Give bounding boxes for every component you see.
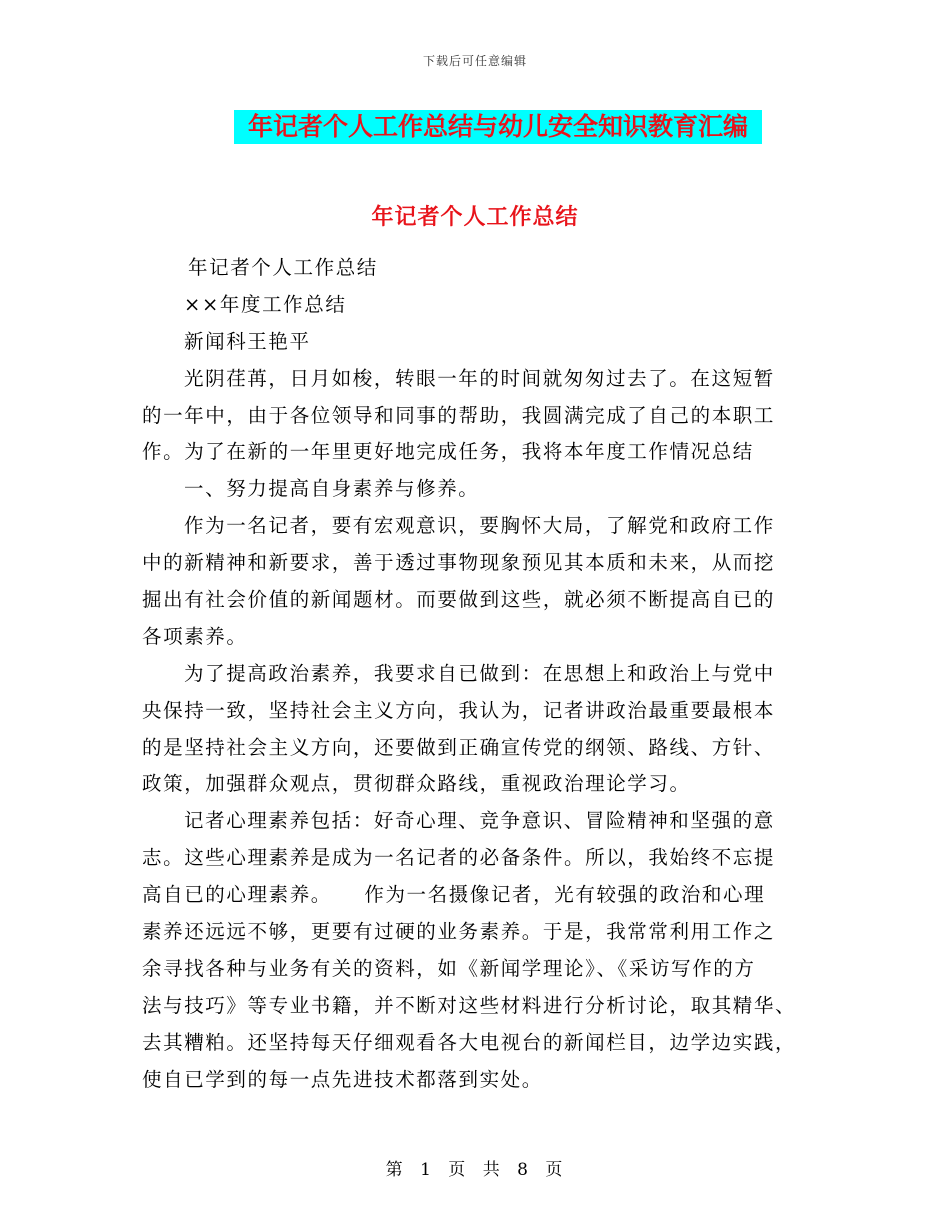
body-line: 年记者个人工作总结 (188, 256, 378, 279)
body-line: 去其糟粕。还坚持每天仔细观看各大电视台的新闻栏目，边学边实践， (142, 1030, 797, 1054)
footer-suffix: 页 (545, 1160, 565, 1180)
main-title-highlight (234, 110, 762, 144)
main-title: 年记者个人工作总结与幼儿安全知识教育汇编 (247, 112, 748, 141)
body-line: 高自已的心理素养。 作为一名摄像记者，光有较强的政治和心理 (142, 883, 766, 907)
body-line: 掘出有社会价值的新闻题材。而要做到这些，就必须不断提高自已的 (142, 588, 776, 612)
document-body (142, 250, 802, 1098)
body-line: 新闻科王艳平 (184, 329, 311, 353)
body-line: 志。这些心理素养是成为一名记者的必备条件。所以，我始终不忘提 (142, 846, 776, 870)
body-line: 各项素养。 (142, 624, 248, 648)
body-line: 的是坚持社会主义方向，还要做到正确宣传党的纲领、路线、方针、 (142, 735, 776, 759)
body-line: 中的新精神和新要求，善于透过事物现象预见其本质和未来，从而挖 (142, 551, 776, 575)
footer-total-pages: 8 (517, 1160, 530, 1180)
page-footer (0, 1155, 950, 1180)
footer-prefix: 第 (385, 1160, 405, 1180)
body-line: 作。为了在新的一年里更好地完成任务，我将本年度工作情况总结 (142, 440, 754, 464)
section-title: 年记者个人工作总结 (371, 204, 579, 230)
body-line: 作为一名记者，要有宏观意识，要胸怀大局，了解党和政府工作 (184, 514, 775, 538)
body-line: 为了提高政治素养，我要求自已做到：在思想上和政治上与党中 (184, 661, 775, 685)
body-line: 法与技巧》等专业书籍，并不断对这些材料进行分析讨论，取其精华、 (142, 993, 797, 1017)
body-line: ××年度工作总结 (184, 292, 347, 316)
body-line: 光阴荏苒，日月如梭，转眼一年的时间就匆匆过去了。在这短暂 (184, 366, 775, 390)
body-line: 一、努力提高自身素养与修养。 (184, 477, 480, 501)
footer-page-word: 页 (448, 1160, 468, 1180)
body-line: 使自已学到的每一点先进技术都落到实处。 (142, 1067, 543, 1091)
body-line: 记者心理素养包括：好奇心理、竞争意识、冒险精神和坚强的意 (184, 809, 775, 833)
body-line: 余寻找各种与业务有关的资料，如《新闻学理论》、《采访写作的方 (142, 956, 756, 980)
body-line: 政策，加强群众观点，贯彻群众路线，重视政治理论学习。 (142, 772, 691, 796)
footer-total-word: 共 (482, 1160, 502, 1180)
footer-page-number: 1 (420, 1160, 433, 1180)
header-note: 下载后可任意编辑 (422, 54, 527, 68)
body-line: 的一年中，由于各位领导和同事的帮助，我圆满完成了自己的本职工 (142, 403, 776, 427)
body-line: 素养还远远不够，更要有过硬的业务素养。于是，我常常利用工作之 (142, 920, 776, 944)
body-line: 央保持一致，坚持社会主义方向，我认为，记者讲政治最重要最根本 (142, 698, 776, 722)
